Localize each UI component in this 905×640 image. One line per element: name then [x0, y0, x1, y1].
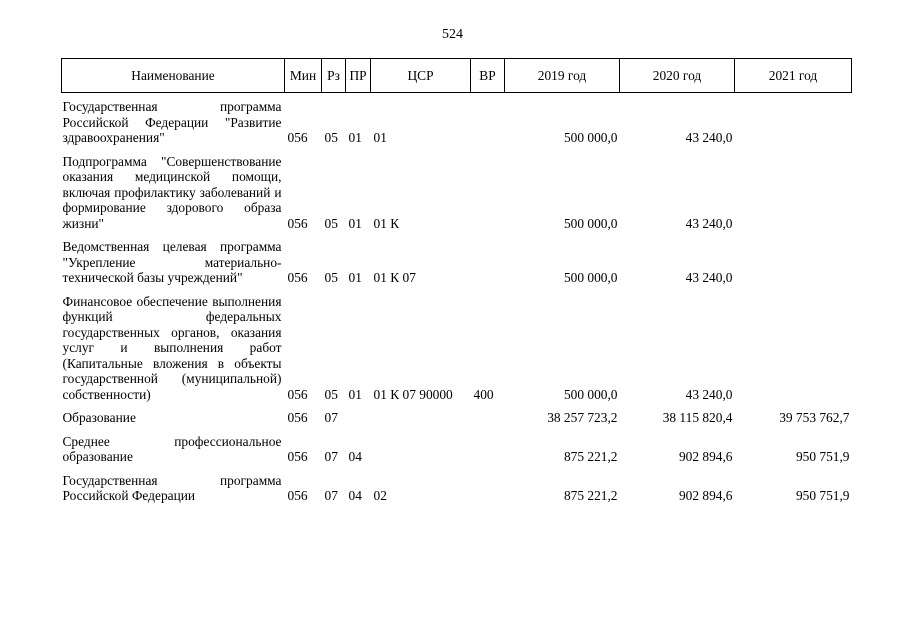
row-2021	[735, 231, 852, 286]
table-row	[62, 93, 852, 146]
row-name: Подпрограмма "Совершенствование оказания медицинской помощи, включая профилактику заболеваний и формирование здорового образа жизни"	[62, 153, 282, 231]
header-vr: ВР	[471, 59, 505, 93]
row-pr: 01	[348, 215, 362, 231]
row-pr: 01	[348, 386, 362, 402]
row-2020: 38 115 820,4	[662, 410, 733, 425]
header-name: Наименование	[62, 59, 285, 93]
header-csr: ЦСР	[371, 59, 471, 93]
row-2021	[735, 146, 852, 232]
header-rz: Рз	[322, 59, 346, 93]
row-csr: 01 К 07 90000	[373, 386, 453, 402]
row-vr	[471, 465, 505, 504]
row-2021: 950 751,9	[795, 449, 850, 464]
row-pr: 04	[348, 488, 362, 503]
row-2020: 902 894,6	[678, 449, 733, 464]
row-csr	[371, 402, 471, 426]
header-2019: 2019 год	[505, 59, 620, 93]
row-pr	[346, 402, 371, 426]
table-row	[62, 402, 852, 426]
header-2020: 2020 год	[620, 59, 735, 93]
header-pr: ПР	[346, 59, 371, 93]
header-2021: 2021 год	[735, 59, 852, 93]
header-row	[62, 59, 852, 93]
row-name: Среднее профессиональное образование	[62, 433, 282, 464]
row-vr	[471, 402, 505, 426]
row-min: 056	[287, 270, 308, 285]
row-2019: 500 000,0	[563, 386, 618, 402]
row-csr	[371, 426, 471, 465]
table-row	[62, 286, 852, 403]
row-2019: 875 221,2	[563, 488, 618, 503]
row-rz: 07	[324, 488, 338, 503]
row-2019: 500 000,0	[563, 215, 618, 231]
row-name: Ведомственная целевая программа "Укрепление материально-технической базы учреждений"	[62, 239, 282, 285]
row-2020: 43 240,0	[685, 215, 733, 231]
row-2021	[735, 286, 852, 403]
row-min: 056	[287, 386, 308, 402]
row-2021	[735, 93, 852, 146]
row-name: Финансовое обеспечение выполнения функций федеральных государственных органов, оказания услуг и выполнения работ (Капитальные вложения в объекты государственной (муниципальной) собственности)	[62, 293, 282, 402]
row-2019: 875 221,2	[563, 449, 618, 464]
row-min: 056	[287, 449, 308, 464]
row-csr: 01 К 07	[373, 270, 416, 285]
row-name: Государственная программа Российской Федерации "Развитие здравоохранения"	[62, 99, 282, 145]
page-number: 524	[442, 27, 463, 42]
row-2021: 950 751,9	[795, 488, 850, 503]
header-min: Мин	[285, 59, 322, 93]
row-pr: 01	[348, 270, 362, 285]
row-rz: 05	[324, 270, 338, 285]
table-row	[62, 465, 852, 504]
row-2019: 38 257 723,2	[547, 410, 618, 425]
row-2020: 43 240,0	[685, 386, 733, 402]
row-rz: 05	[324, 386, 338, 402]
table-row	[62, 146, 852, 232]
row-rz: 07	[324, 449, 338, 464]
row-rz: 07	[324, 410, 338, 425]
table-row	[62, 426, 852, 465]
row-2019: 500 000,0	[563, 270, 618, 285]
row-rz: 05	[324, 130, 338, 145]
row-2020: 902 894,6	[678, 488, 733, 503]
row-2020: 43 240,0	[685, 270, 733, 285]
row-name: Образование	[62, 410, 136, 425]
row-pr: 01	[348, 130, 362, 145]
row-csr: 01 К	[373, 215, 400, 231]
row-vr	[471, 231, 505, 286]
row-vr	[471, 426, 505, 465]
row-min: 056	[287, 410, 308, 425]
row-2020: 43 240,0	[685, 130, 733, 145]
row-vr	[471, 93, 505, 146]
row-csr: 02	[373, 488, 387, 503]
row-rz: 05	[324, 215, 338, 231]
row-vr	[471, 146, 505, 232]
table-row	[62, 231, 852, 286]
row-vr: 400	[473, 386, 494, 402]
row-2021: 39 753 762,7	[779, 410, 850, 425]
row-min: 056	[287, 215, 308, 231]
row-min: 056	[287, 130, 308, 145]
row-2019: 500 000,0	[563, 130, 618, 145]
row-pr: 04	[348, 449, 362, 464]
row-name: Государственная программа Российской Федерации	[62, 472, 282, 503]
row-min: 056	[287, 488, 308, 503]
row-csr: 01	[373, 130, 387, 145]
budget-table	[61, 58, 852, 504]
